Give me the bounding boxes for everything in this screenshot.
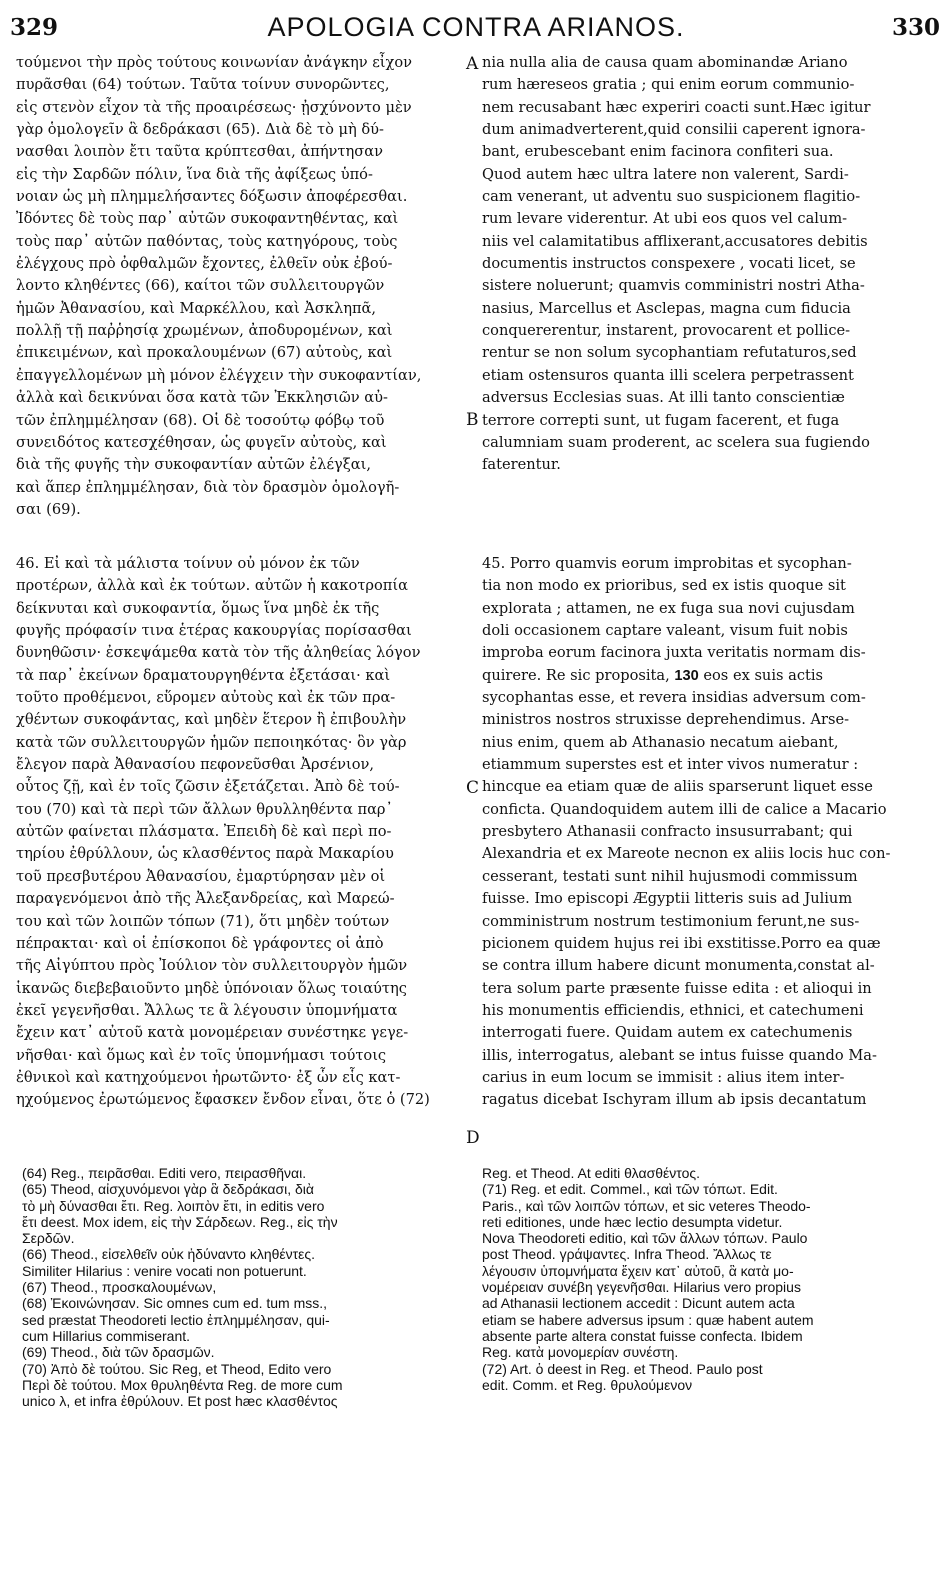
footnote-line: post Theod. γράψαντες. Infra Theod. Ἄλλως τε — [482, 1246, 772, 1263]
greek-text-line: εἰς στενὸν εἶχον τὰ τῆς προαιρέσεως· ᾐσχύνοντο μὲν — [16, 98, 412, 116]
greek-text-line: τῶν ἐπλημμέλησαν (68). Οἱ δὲ τοσούτῳ φόβῳ τοῦ — [16, 411, 385, 429]
footnote-line: (70) Ἀπὸ δὲ τούτου. Sic Reg, et Theod, Edito vero — [22, 1360, 332, 1377]
greek-text-line: συνειδότος κατεσχέθησαν, ὡς φυγεῖν αὐτοὺς, καὶ — [16, 433, 387, 451]
greek-text-line: τὰ παρ᾽ ἐκείνων δραματουργηθέντα ἐξετάσαι· καὶ — [16, 666, 391, 684]
greek-text-line: εἰς τὴν Σαρδῶν πόλιν, ἵνα διὰ τῆς ἀφίξεως ὑπό- — [16, 165, 373, 183]
margin-marker-b: B — [466, 410, 479, 430]
footnote-line: cum Hillarius commiserant. — [22, 1327, 191, 1344]
latin-text-line: presbytero Athanasii confracto insusurrabant; qui — [482, 823, 853, 841]
margin-marker-c: C — [466, 778, 480, 798]
greek-text-line: τοῦτο προθέμενοι, εὕρομεν αὐτοὺς καὶ ἐκ τῶν πρα- — [16, 689, 396, 707]
page-number-right: 330 — [891, 14, 940, 41]
footnote-line: (72) Art. ὁ deest in Reg. et Theod. Paulo post — [482, 1360, 763, 1377]
latin-text-line: niis vel calamitatibus afflixerant,accusatores debitis — [482, 232, 868, 250]
latin-text-line: cesserant, testati sunt nihil hujusmodi commissum — [482, 867, 858, 885]
latin-text-line: ministros nostros struxisse deprehendimus. Arse- — [482, 711, 850, 729]
greek-text-line: ἔχειν κατ᾽ αὐτοῦ κατὰ μονομέρειαν συνέστηκε γεγε- — [16, 1024, 409, 1042]
greek-text-line: ἐλέγχους πρὸ ὀφθαλμῶν ἔχοντες, ἐλθεῖν οὐκ ἐβού- — [16, 255, 393, 273]
greek-text-line: νασθαι λοιπὸν ἔτι ταῦτα κρύπτεσθαι, ἀπήντησαν — [16, 143, 383, 161]
greek-text-line: λοντο κληθέντες (66), καίτοι τῶν συλλειτουργῶν — [16, 277, 385, 295]
greek-text-line: ἐπαγγελλομένων μὴ μόνον ἐλέγχειν τὴν συκοφαντίαν, — [16, 366, 422, 384]
footnote-line: (71) Reg. et edit. Commel., καὶ τῶν τόπωτ. Edit. — [482, 1181, 778, 1198]
footnote-line: τὸ μὴ δύνασθαι ἔτι. Reg. λοιπὸν ἔτι, in editis vero — [22, 1197, 325, 1214]
greek-text-line: τούμενοι τὴν πρὸς τούτους κοινωνίαν ἀνάγκην εἶχον — [16, 54, 412, 71]
footnote-line: reti editiones, unde hæc lectio desumpta videtur. — [482, 1213, 783, 1230]
latin-text-line: rentur se non solum sycophantiam refutaturos,sed — [482, 344, 857, 362]
greek-text-line: ἔλεγον παρὰ Ἀθανασίου πεφονεῦσθαι Ἀρσένιον, — [16, 756, 375, 774]
footnote-line: edit. Comm. et Reg. θρυλούμενον — [482, 1376, 693, 1393]
latin-text-line: fuisse. Imo episcopi Ægyptii litteris suis ad Julium — [482, 890, 853, 908]
latin-text-line: Quod autem hæc ultra latere non valerent, Sardi- — [482, 165, 849, 183]
greek-text-line: τῆς Αἰγύπτου πρὸς Ἰούλιον τὸν συλλειτουργὸν ἡμῶν — [16, 957, 408, 975]
greek-text-line: τηρίου ἐθρύλλουν, ὡς κλασθέντος παρὰ Μακαρίου — [16, 845, 394, 863]
greek-text-line: δείκνυται καὶ συκοφαντία, ὅμως ἵνα μηδὲ ἐκ τῆς — [16, 599, 380, 617]
running-title: APOLOGIA CONTRA ARIANOS. — [267, 12, 685, 42]
footnote-line: Reg. κατὰ μονομερίαν συνέστη. — [482, 1344, 679, 1361]
footnote-line: Paris., καὶ τῶν λοιπῶν τόπων, et sic veteres Theodo- — [482, 1197, 811, 1214]
greek-text-line: πολλῇ τῇ παῤῥησίᾳ χρωμένων, ἀποδυρομένων, καὶ — [16, 322, 393, 340]
footnote-line: (66) Theod., εἰσελθεῖν οὐκ ἠδύναντο κληθέντες. — [22, 1246, 316, 1263]
greek-text-line: νοιαν ὡς μὴ πλημμελήσαντες δόξωσιν ἀποφέρεσθαι. — [16, 188, 408, 206]
latin-text-line: Alexandria et ex Mareote necnon ex aliis locis huc con- — [482, 845, 891, 863]
margin-marker-a: A — [466, 54, 479, 74]
footnote-line: ad Athanasii lectionem accedit : Dicunt autem acta — [482, 1295, 795, 1312]
latin-text-section-45 — [482, 553, 934, 1112]
greek-text-line: του (70) καὶ τὰ περὶ τῶν ἄλλων θρυλληθέντα παρ᾽ — [16, 800, 393, 818]
latin-text-line: sistere noluerunt; quamvis comministri nostri Atha- — [482, 277, 865, 295]
latin-text-line: calumniam suam proderent, ac scelera sua fugiendo — [482, 433, 870, 451]
latin-text-line: tera solum parte præsente fuisse edita : et alioqui in — [482, 979, 872, 997]
greek-text-line: οὗτος ζῇ, καὶ ἐν τοῖς ζῶσιν ἐξετάζεται. Ἀπὸ δὲ τού- — [16, 778, 400, 796]
greek-text-line: τοὺς παρ᾽ αὐτῶν παθόντας, τοὺς κατηγόρους, τοὺς — [16, 232, 398, 250]
latin-text-line: illis, interrogatus, alebant se intus fuisse quando Ma- — [482, 1046, 877, 1064]
latin-text-line: his monumentis efficiendis, ethnici, et catechumeni — [482, 1001, 864, 1019]
latin-text-line: etiammum superstes est et inter vivos numeratur : — [482, 756, 859, 774]
greek-text-line: πέπρακται· καὶ οἱ ἐπίσκοποι δὲ γράφοντες οἱ ἀπὸ — [16, 934, 384, 952]
footnote-line: (65) Theod, αἰσχυνόμενοι γὰρ ἃ δεδράκασι, διὰ — [22, 1181, 315, 1198]
margin-marker-d: D — [466, 1128, 480, 1148]
latin-text-line: improba eorum facinora juxta veritatis normam dis- — [482, 644, 866, 662]
greek-text-line: ἐκεῖ γεγενῆσθαι. Ἄλλως τε ἃ λέγουσιν ὑπομνήματα — [16, 1001, 398, 1019]
footnote-line: λέγουσιν ὑπομνήματα ἔχειν κατ᾽ αὐτοῦ, ἃ κατὰ μο- — [482, 1262, 794, 1279]
footnotes-right — [482, 1165, 934, 1393]
latin-text-line: ragatus dicebat Ischyram illum ab ipsis decantatum — [482, 1091, 867, 1109]
latin-text-line: nem recusabant hæc experiri coacti sunt.Hæc igitur — [482, 98, 871, 116]
greek-text-line: σαι (69). — [16, 500, 81, 518]
latin-text-line: faterentur. — [482, 456, 561, 474]
latin-text-line: interrogati fuere. Quidam autem ex catechumenis — [482, 1024, 853, 1042]
greek-text-line: Ἰδόντες δὲ τοὺς παρ᾽ αὐτῶν συκοφαντηθέντας, καὶ — [16, 210, 399, 228]
greek-text-line: ἡμῶν Ἀθανασίου, καὶ Μαρκέλλου, καὶ Ἀσκληπᾶ, — [16, 299, 377, 317]
greek-text-line: ἐθνικοὶ καὶ κατηχούμενοι ἠρωτῶντο· ἐξ ὧν εἷς κατ- — [16, 1068, 401, 1086]
latin-text-line: terrore correpti sunt, ut fugam facerent, et fuga — [482, 411, 840, 429]
latin-text-line: nasius, Marcellus et Asclepas, magna cum fiducia — [482, 299, 851, 317]
footnote-line: Nova Theodoreti editio, καὶ τῶν ἄλλων τόπων. Paulo — [482, 1230, 808, 1247]
latin-text-line: nius enim, quem ab Athanasio necatum aiebant, — [482, 733, 839, 751]
latin-text-line: picionem quidem hujus rei ibi exstitisse.Porro ea quæ — [482, 934, 881, 952]
latin-text-line: conquererentur, instarent, provocarent et pollice- — [482, 322, 851, 340]
footnote-line: Σερδῶν. — [22, 1230, 75, 1247]
latin-text-line: rum levare viderentur. At ubi eos quos vel calum- — [482, 210, 848, 228]
latin-text-fragment: eos ex suis actis — [698, 666, 824, 684]
footnote-line: Reg. et Theod. At editi θλασθέντος. — [482, 1165, 700, 1181]
latin-text-line: se contra illum habere dicunt monumenta,constat al- — [482, 957, 875, 975]
latin-text-line: cam venerant, ut adventu suo suspicionem flagitio- — [482, 188, 861, 206]
footnote-line: (64) Reg., πειρᾶσθαι. Editi vero, πειρασθῆναι. — [22, 1165, 307, 1181]
latin-text-line: sycophantas esse, et revera insidias adversum com- — [482, 689, 866, 707]
greek-text-line: καὶ ἅπερ ἐπλημμέλησαν, διὰ τὸν δρασμὸν ὁμολογῆ- — [16, 478, 400, 496]
greek-text-line: ἱκανῶς διεβεβαιοῦντο μηδὲ ὑπόνοιαν ὅλως τοιαύτης — [16, 979, 407, 997]
greek-text-line: κατὰ τῶν συλλειτουργῶν ἡμῶν πεποιηκότας· ὃν γὰρ — [16, 733, 407, 751]
greek-text-line: του καὶ τῶν λοιπῶν τόπων (71), ὅτι μηδὲν τούτων — [16, 912, 390, 930]
greek-text-line: παραγενόμενοι ἀπὸ τῆς Ἀλεξανδρείας, καὶ Μαρεώ- — [16, 890, 395, 908]
footnote-line: unico λ, et infra ἐθρύλουν. Et post hæc κλασθέντος — [22, 1393, 338, 1410]
latin-text-line: doli occasionem captare valeant, visum fuit nobis — [482, 622, 848, 640]
latin-text-line: carius in eum locum se immisit : alius item inter- — [482, 1068, 845, 1086]
page-header — [0, 0, 952, 40]
footnote-line: (68) Ἐκοινώνησαν. Sic omnes cum ed. tum mss., — [22, 1295, 328, 1312]
greek-text-line: φυγῆς πρόφασίν τινα ἑτέρας κακουργίας πορίσασθαι — [16, 622, 412, 640]
latin-text-line: nia nulla alia de causa quam abominandæ Ariano — [482, 54, 848, 71]
latin-text-line — [482, 665, 934, 687]
footnote-line: νομέρειαν συνέβη γεγενῆσθαι. Hilarius vero propius — [482, 1279, 801, 1296]
greek-text-line: πυρᾶσθαι (64) τούτων. Ταῦτα τοίνυν συνορῶντες, — [16, 76, 390, 94]
latin-text-line: explorata ; attamen, ne ex fuga sua novi cujusdam — [482, 599, 855, 617]
greek-text-line: γὰρ ὁμολογεῖν ἃ δεδράκασι (65). Διὰ δὲ τὸ μὴ δύ- — [16, 121, 384, 139]
footnote-line: absente parte altera constat fuisse confecta. Ibidem — [482, 1327, 803, 1344]
footnote-line: (69) Theod., διὰ τῶν δρασμῶν. — [22, 1344, 215, 1361]
latin-text-line: etiam ostensuros quanta illi scelera perpetrassent — [482, 366, 854, 384]
greek-text-line: αὐτῶν φαίνεται πλάσματα. Ἐπειδὴ δὲ καὶ περὶ πο- — [16, 823, 392, 841]
latin-text-top — [482, 52, 934, 477]
latin-text-line: bant, erubescebant enim facinora confiteri sua. — [482, 143, 834, 161]
footnote-line: (67) Theod., προσκαλουμένων, — [22, 1279, 217, 1296]
footnote-line: etiam se habere adversus ipsum : quæ habent autem — [482, 1311, 814, 1328]
page-number-left: 329 — [10, 14, 59, 41]
footnote-line: Περὶ δὲ τούτου. Mox θρυληθέντα Reg. de more cum — [22, 1376, 343, 1393]
greek-text-line: χθέντων συκοφάντας, καὶ μηδὲν ἕτερον ἢ ἐπιβουλὴν — [16, 711, 407, 729]
greek-text-line: τοῦ πρεσβυτέρου Ἀθανασίου, ἐμαρτύρησαν μὲν οἱ — [16, 867, 386, 885]
latin-text-fragment: quirere. Re sic proposita, — [482, 666, 675, 684]
latin-text-line: conficta. Quandoquidem autem illi de calice a Macario — [482, 800, 887, 818]
latin-text-line: tia non modo ex prioribus, sed ex istis quoque sit — [482, 577, 846, 595]
latin-text-line: 45. Porro quamvis eorum improbitas et sycophan- — [482, 555, 852, 572]
latin-text-line: adversus Ecclesias suas. At illi tanto conscientiæ — [482, 389, 845, 407]
footnotes-left — [22, 1165, 466, 1409]
latin-text-line: rum hæreseos gratia ; qui enim eorum communio- — [482, 76, 855, 94]
latin-text-line: documentis instructos conspexere , vocati licet, se — [482, 255, 856, 273]
footnote-line: Similiter Hilarius : venire vocati non potuerunt. — [22, 1262, 307, 1279]
greek-text-section-46 — [16, 553, 464, 1112]
greek-text-line: 46. Εἰ καὶ τὰ μάλιστα τοίνυν οὐ μόνον ἐκ τῶν — [16, 555, 360, 572]
footnote-line: sed præstat Theodoreti lectio ἐπλημμέλησαν, qui- — [22, 1311, 330, 1328]
greek-text-line: διὰ τῆς φυγῆς τὴν συκοφαντίαν αὐτῶν ἐλέγξαι, — [16, 456, 372, 474]
column-number: 130 — [674, 667, 699, 684]
greek-text-line: δυνηθῶσιν· ἐσκεψάμεθα κατὰ τὸν τῆς ἀληθείας λόγον — [16, 644, 421, 662]
latin-text-line: hincque ea etiam quæ de aliis sparserunt liquet esse — [482, 778, 873, 796]
latin-text-line: dum animadverterent,quid consilii caperent ignora- — [482, 121, 866, 139]
footnote-line: ἔτι deest. Mox idem, εἰς τὴν Σάρδεων. Reg., εἰς τὴν — [22, 1213, 338, 1230]
greek-text-line: ἐπικειμένων, καὶ προκαλουμένων (67) αὐτοὺς, καὶ — [16, 344, 393, 362]
greek-text-line: ἀλλὰ καὶ δεικνύναι ὅσα κατὰ τῶν Ἐκκλησιῶν αὐ- — [16, 389, 388, 407]
greek-text-top — [16, 52, 464, 521]
greek-text-line: ηχούμενος ἐρωτώμενος ἔφασκεν ἔνδον εἶναι, ὅτε ὁ (72) — [16, 1091, 430, 1109]
greek-text-line: νῆσθαι· καὶ ὅμως καὶ ἐν τοῖς ὑπομνήμασι τούτοις — [16, 1046, 387, 1064]
latin-text-line: comministrum nostrum testimonium ferunt,ne sus- — [482, 912, 860, 930]
greek-text-line: προτέρων, ἀλλὰ καὶ ἐκ τούτων. αὐτῶν ἡ κακοτροπία — [16, 577, 408, 595]
